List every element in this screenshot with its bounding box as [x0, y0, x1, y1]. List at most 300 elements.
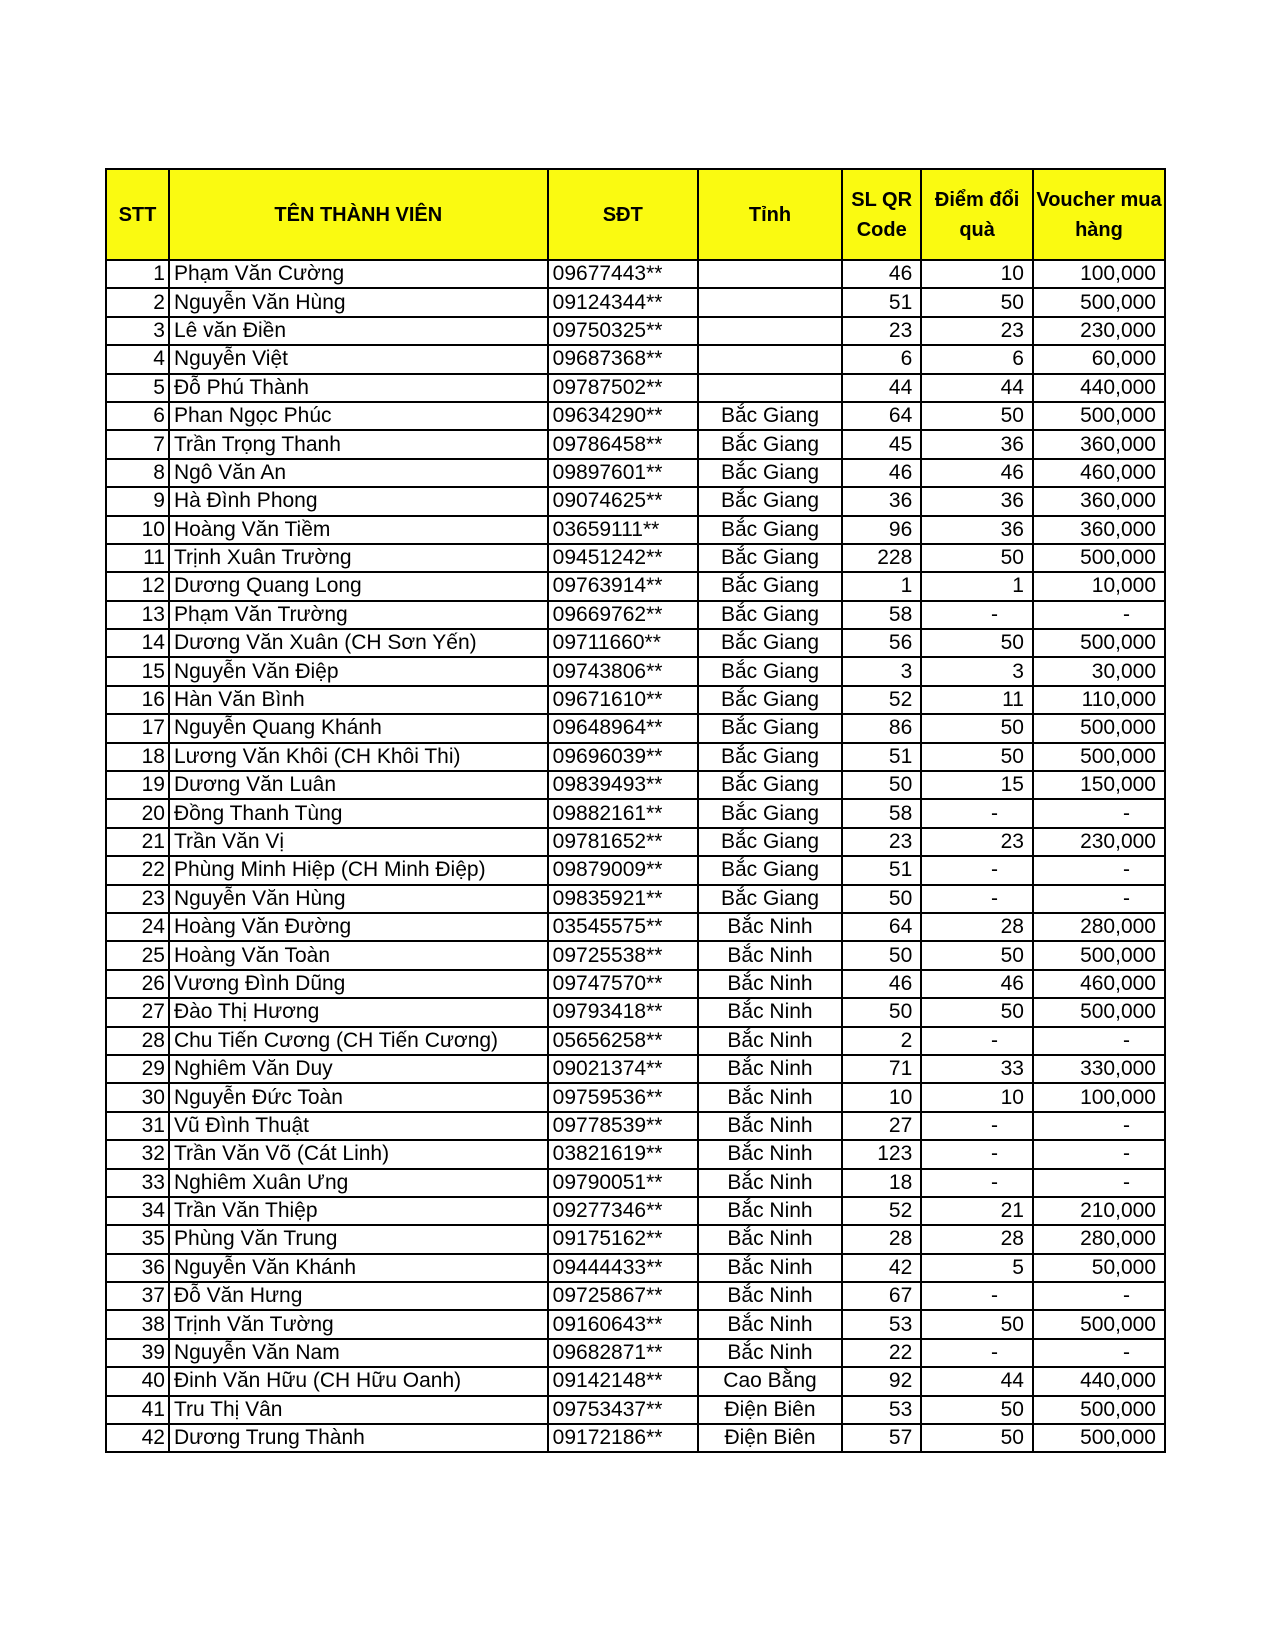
- cell-name: Phùng Văn Trung: [169, 1225, 548, 1253]
- cell-phone: 09747570**: [548, 970, 698, 998]
- cell-voucher: 230,000: [1033, 828, 1165, 856]
- cell-voucher: -: [1033, 1112, 1165, 1140]
- cell-voucher: -: [1033, 1027, 1165, 1055]
- cell-phone: 09648964**: [548, 714, 698, 742]
- cell-province: Bắc Giang: [698, 657, 842, 685]
- cell-stt: 11: [106, 544, 169, 572]
- table-row: [106, 317, 1165, 345]
- table-row: [106, 1225, 1165, 1253]
- cell-name: Đồng Thanh Tùng: [169, 799, 548, 827]
- cell-voucher: -: [1033, 1339, 1165, 1367]
- cell-province: Bắc Giang: [698, 572, 842, 600]
- cell-phone: 09882161**: [548, 799, 698, 827]
- cell-name: Trịnh Văn Tường: [169, 1310, 548, 1338]
- cell-voucher: 500,000: [1033, 402, 1165, 430]
- cell-province: Bắc Giang: [698, 402, 842, 430]
- cell-name: Nguyễn Văn Hùng: [169, 885, 548, 913]
- cell-voucher: 10,000: [1033, 572, 1165, 600]
- cell-name: Vũ Đình Thuật: [169, 1112, 548, 1140]
- table-row: [106, 288, 1165, 316]
- cell-province: Bắc Ninh: [698, 1169, 842, 1197]
- cell-province: Bắc Ninh: [698, 1254, 842, 1282]
- cell-name: Dương Trung Thành: [169, 1424, 548, 1452]
- cell-qr-count: 56: [842, 629, 921, 657]
- cell-voucher: 330,000: [1033, 1055, 1165, 1083]
- cell-voucher: 210,000: [1033, 1197, 1165, 1225]
- cell-points: 50: [921, 714, 1033, 742]
- cell-phone: 09711660**: [548, 629, 698, 657]
- cell-voucher: 500,000: [1033, 629, 1165, 657]
- cell-province: Bắc Ninh: [698, 1112, 842, 1140]
- cell-stt: 14: [106, 629, 169, 657]
- cell-qr-count: 71: [842, 1055, 921, 1083]
- cell-name: Hà Đình Phong: [169, 487, 548, 515]
- table-row: [106, 544, 1165, 572]
- cell-phone: 09750325**: [548, 317, 698, 345]
- cell-name: Nguyễn Văn Hùng: [169, 288, 548, 316]
- cell-phone: 05656258**: [548, 1027, 698, 1055]
- cell-stt: 32: [106, 1140, 169, 1168]
- cell-province: Bắc Ninh: [698, 941, 842, 969]
- cell-voucher: 230,000: [1033, 317, 1165, 345]
- cell-name: Nghiêm Văn Duy: [169, 1055, 548, 1083]
- cell-points: 36: [921, 487, 1033, 515]
- cell-voucher: 280,000: [1033, 913, 1165, 941]
- table-row: [106, 856, 1165, 884]
- cell-name: Hoàng Văn Tiềm: [169, 516, 548, 544]
- cell-name: Nguyễn Văn Nam: [169, 1339, 548, 1367]
- cell-province: [698, 345, 842, 373]
- cell-stt: 2: [106, 288, 169, 316]
- cell-phone: 09124344**: [548, 288, 698, 316]
- cell-voucher: 100,000: [1033, 260, 1165, 288]
- cell-qr-count: 45: [842, 430, 921, 458]
- cell-stt: 18: [106, 743, 169, 771]
- cell-stt: 7: [106, 430, 169, 458]
- table-row: [106, 1027, 1165, 1055]
- table-row: [106, 516, 1165, 544]
- cell-points: 23: [921, 828, 1033, 856]
- cell-points: 44: [921, 374, 1033, 402]
- cell-stt: 21: [106, 828, 169, 856]
- cell-phone: 09835921**: [548, 885, 698, 913]
- cell-stt: 6: [106, 402, 169, 430]
- cell-qr-count: 96: [842, 516, 921, 544]
- table-row: [106, 1396, 1165, 1424]
- cell-stt: 27: [106, 998, 169, 1026]
- cell-points: 50: [921, 998, 1033, 1026]
- cell-voucher: 280,000: [1033, 1225, 1165, 1253]
- cell-voucher: -: [1033, 856, 1165, 884]
- cell-voucher: -: [1033, 1282, 1165, 1310]
- cell-stt: 34: [106, 1197, 169, 1225]
- cell-voucher: 360,000: [1033, 430, 1165, 458]
- cell-stt: 26: [106, 970, 169, 998]
- cell-province: Bắc Ninh: [698, 1055, 842, 1083]
- cell-stt: 25: [106, 941, 169, 969]
- cell-points: 50: [921, 1396, 1033, 1424]
- cell-province: [698, 288, 842, 316]
- cell-voucher: 500,000: [1033, 544, 1165, 572]
- cell-qr-count: 1: [842, 572, 921, 600]
- cell-qr-count: 52: [842, 686, 921, 714]
- header-province: Tỉnh: [698, 169, 842, 260]
- table-row: [106, 657, 1165, 685]
- cell-points: 15: [921, 771, 1033, 799]
- cell-stt: 23: [106, 885, 169, 913]
- cell-phone: 09725867**: [548, 1282, 698, 1310]
- cell-stt: 30: [106, 1083, 169, 1111]
- cell-province: Bắc Giang: [698, 743, 842, 771]
- table-row: [106, 1367, 1165, 1395]
- table-row: [106, 402, 1165, 430]
- table-row: [106, 1254, 1165, 1282]
- cell-phone: 09839493**: [548, 771, 698, 799]
- cell-qr-count: 53: [842, 1310, 921, 1338]
- cell-qr-count: 42: [842, 1254, 921, 1282]
- cell-voucher: 500,000: [1033, 1424, 1165, 1452]
- header-voucher: Voucher mua hàng: [1033, 169, 1165, 260]
- cell-province: Bắc Giang: [698, 430, 842, 458]
- cell-qr-count: 44: [842, 374, 921, 402]
- cell-points: -: [921, 601, 1033, 629]
- cell-qr-count: 18: [842, 1169, 921, 1197]
- cell-points: 50: [921, 629, 1033, 657]
- cell-voucher: 360,000: [1033, 487, 1165, 515]
- cell-voucher: -: [1033, 601, 1165, 629]
- cell-name: Phan Ngọc Phúc: [169, 402, 548, 430]
- cell-points: 10: [921, 260, 1033, 288]
- cell-voucher: 500,000: [1033, 1396, 1165, 1424]
- cell-points: 11: [921, 686, 1033, 714]
- cell-voucher: 50,000: [1033, 1254, 1165, 1282]
- cell-name: Nguyễn Văn Điệp: [169, 657, 548, 685]
- cell-province: Bắc Ninh: [698, 1282, 842, 1310]
- cell-voucher: 440,000: [1033, 1367, 1165, 1395]
- cell-qr-count: 50: [842, 941, 921, 969]
- table-row: [106, 799, 1165, 827]
- cell-province: Bắc Giang: [698, 771, 842, 799]
- cell-name: Nguyễn Quang Khánh: [169, 714, 548, 742]
- cell-points: 5: [921, 1254, 1033, 1282]
- members-table: [105, 168, 1166, 1453]
- cell-phone: 09787502**: [548, 374, 698, 402]
- table-row: [106, 1310, 1165, 1338]
- cell-name: Lê văn Điền: [169, 317, 548, 345]
- cell-qr-count: 64: [842, 913, 921, 941]
- cell-name: Trần Văn Thiệp: [169, 1197, 548, 1225]
- cell-qr-count: 51: [842, 743, 921, 771]
- cell-province: Bắc Giang: [698, 629, 842, 657]
- cell-phone: 09786458**: [548, 430, 698, 458]
- cell-qr-count: 36: [842, 487, 921, 515]
- cell-province: Bắc Giang: [698, 544, 842, 572]
- cell-name: Trần Văn Vị: [169, 828, 548, 856]
- cell-qr-count: 53: [842, 1396, 921, 1424]
- cell-voucher: 440,000: [1033, 374, 1165, 402]
- cell-qr-count: 3: [842, 657, 921, 685]
- cell-phone: 03545575**: [548, 913, 698, 941]
- cell-stt: 35: [106, 1225, 169, 1253]
- cell-qr-count: 51: [842, 288, 921, 316]
- cell-points: -: [921, 1169, 1033, 1197]
- cell-stt: 33: [106, 1169, 169, 1197]
- cell-stt: 8: [106, 459, 169, 487]
- cell-stt: 19: [106, 771, 169, 799]
- cell-phone: 09160643**: [548, 1310, 698, 1338]
- cell-stt: 42: [106, 1424, 169, 1452]
- cell-phone: 09759536**: [548, 1083, 698, 1111]
- cell-points: 50: [921, 288, 1033, 316]
- cell-points: 3: [921, 657, 1033, 685]
- cell-points: 23: [921, 317, 1033, 345]
- cell-phone: 09172186**: [548, 1424, 698, 1452]
- cell-phone: 09021374**: [548, 1055, 698, 1083]
- cell-phone: 09725538**: [548, 941, 698, 969]
- cell-province: Bắc Ninh: [698, 1339, 842, 1367]
- cell-points: -: [921, 1140, 1033, 1168]
- cell-phone: 09793418**: [548, 998, 698, 1026]
- cell-qr-count: 52: [842, 1197, 921, 1225]
- cell-name: Hàn Văn Bình: [169, 686, 548, 714]
- cell-phone: 09669762**: [548, 601, 698, 629]
- cell-points: 50: [921, 1310, 1033, 1338]
- cell-name: Trần Văn Võ (Cát Linh): [169, 1140, 548, 1168]
- cell-qr-count: 28: [842, 1225, 921, 1253]
- cell-stt: 36: [106, 1254, 169, 1282]
- cell-name: Phạm Văn Cường: [169, 260, 548, 288]
- cell-points: 50: [921, 743, 1033, 771]
- cell-voucher: -: [1033, 885, 1165, 913]
- cell-province: Bắc Giang: [698, 459, 842, 487]
- cell-points: -: [921, 799, 1033, 827]
- cell-phone: 09175162**: [548, 1225, 698, 1253]
- cell-qr-count: 58: [842, 601, 921, 629]
- cell-voucher: -: [1033, 1140, 1165, 1168]
- cell-province: Bắc Ninh: [698, 913, 842, 941]
- cell-phone: 09781652**: [548, 828, 698, 856]
- header-phone: SĐT: [548, 169, 698, 260]
- cell-stt: 4: [106, 345, 169, 373]
- cell-province: [698, 317, 842, 345]
- table-row: [106, 1424, 1165, 1452]
- cell-province: Cao Bằng: [698, 1367, 842, 1395]
- cell-points: 33: [921, 1055, 1033, 1083]
- cell-voucher: 500,000: [1033, 1310, 1165, 1338]
- cell-name: Đỗ Phú Thành: [169, 374, 548, 402]
- cell-stt: 15: [106, 657, 169, 685]
- table-row: [106, 686, 1165, 714]
- table-row: [106, 1083, 1165, 1111]
- cell-qr-count: 67: [842, 1282, 921, 1310]
- cell-points: -: [921, 1339, 1033, 1367]
- table-row: [106, 941, 1165, 969]
- cell-voucher: -: [1033, 799, 1165, 827]
- table-row: [106, 459, 1165, 487]
- cell-province: Bắc Giang: [698, 828, 842, 856]
- table-row: [106, 1169, 1165, 1197]
- cell-voucher: 460,000: [1033, 970, 1165, 998]
- cell-voucher: 60,000: [1033, 345, 1165, 373]
- cell-province: Bắc Ninh: [698, 1310, 842, 1338]
- cell-province: Bắc Ninh: [698, 1027, 842, 1055]
- header-name: TÊN THÀNH VIÊN: [169, 169, 548, 260]
- cell-voucher: 100,000: [1033, 1083, 1165, 1111]
- header-row: [106, 169, 1165, 260]
- cell-points: -: [921, 1282, 1033, 1310]
- cell-voucher: 500,000: [1033, 998, 1165, 1026]
- cell-points: 50: [921, 1424, 1033, 1452]
- cell-voucher: 460,000: [1033, 459, 1165, 487]
- cell-name: Đào Thị Hương: [169, 998, 548, 1026]
- cell-points: 46: [921, 459, 1033, 487]
- cell-points: 50: [921, 544, 1033, 572]
- cell-phone: 09451242**: [548, 544, 698, 572]
- cell-voucher: 30,000: [1033, 657, 1165, 685]
- cell-points: -: [921, 1027, 1033, 1055]
- cell-voucher: 360,000: [1033, 516, 1165, 544]
- table-row: [106, 601, 1165, 629]
- cell-name: Trịnh Xuân Trường: [169, 544, 548, 572]
- table-row: [106, 487, 1165, 515]
- cell-stt: 16: [106, 686, 169, 714]
- cell-stt: 31: [106, 1112, 169, 1140]
- cell-stt: 28: [106, 1027, 169, 1055]
- cell-name: Nghiêm Xuân Ưng: [169, 1169, 548, 1197]
- cell-voucher: 500,000: [1033, 941, 1165, 969]
- cell-points: 21: [921, 1197, 1033, 1225]
- cell-points: -: [921, 885, 1033, 913]
- cell-province: Bắc Ninh: [698, 1197, 842, 1225]
- cell-stt: 17: [106, 714, 169, 742]
- cell-name: Nguyễn Việt: [169, 345, 548, 373]
- cell-qr-count: 228: [842, 544, 921, 572]
- cell-province: Bắc Ninh: [698, 1225, 842, 1253]
- cell-qr-count: 6: [842, 345, 921, 373]
- cell-qr-count: 58: [842, 799, 921, 827]
- cell-qr-count: 51: [842, 856, 921, 884]
- cell-qr-count: 123: [842, 1140, 921, 1168]
- table-row: [106, 572, 1165, 600]
- table-row: [106, 260, 1165, 288]
- table-row: [106, 828, 1165, 856]
- table-row: [106, 1339, 1165, 1367]
- cell-name: Vương Đình Dũng: [169, 970, 548, 998]
- cell-qr-count: 50: [842, 885, 921, 913]
- cell-points: 10: [921, 1083, 1033, 1111]
- cell-province: [698, 374, 842, 402]
- cell-name: Chu Tiến Cương (CH Tiến Cương): [169, 1027, 548, 1055]
- cell-points: 50: [921, 402, 1033, 430]
- cell-points: 1: [921, 572, 1033, 600]
- cell-stt: 39: [106, 1339, 169, 1367]
- table-row: [106, 714, 1165, 742]
- cell-qr-count: 46: [842, 970, 921, 998]
- cell-points: 46: [921, 970, 1033, 998]
- cell-phone: 09763914**: [548, 572, 698, 600]
- cell-phone: 09682871**: [548, 1339, 698, 1367]
- table-row: [106, 1282, 1165, 1310]
- cell-province: Bắc Ninh: [698, 970, 842, 998]
- table-row: [106, 970, 1165, 998]
- cell-qr-count: 57: [842, 1424, 921, 1452]
- cell-stt: 24: [106, 913, 169, 941]
- cell-qr-count: 86: [842, 714, 921, 742]
- cell-qr-count: 23: [842, 317, 921, 345]
- cell-points: 44: [921, 1367, 1033, 1395]
- table-body: [106, 260, 1165, 1452]
- cell-phone: 09743806**: [548, 657, 698, 685]
- cell-stt: 38: [106, 1310, 169, 1338]
- cell-stt: 20: [106, 799, 169, 827]
- cell-phone: 09634290**: [548, 402, 698, 430]
- cell-phone: 09677443**: [548, 260, 698, 288]
- cell-province: Bắc Giang: [698, 601, 842, 629]
- cell-stt: 13: [106, 601, 169, 629]
- table-row: [106, 998, 1165, 1026]
- cell-name: Dương Văn Xuân (CH Sơn Yến): [169, 629, 548, 657]
- cell-stt: 37: [106, 1282, 169, 1310]
- cell-name: Đinh Văn Hữu (CH Hữu Oanh): [169, 1367, 548, 1395]
- cell-name: Nguyễn Văn Khánh: [169, 1254, 548, 1282]
- cell-stt: 3: [106, 317, 169, 345]
- cell-phone: 09671610**: [548, 686, 698, 714]
- cell-phone: 03821619**: [548, 1140, 698, 1168]
- cell-phone: 09687368**: [548, 345, 698, 373]
- cell-points: 36: [921, 430, 1033, 458]
- cell-points: -: [921, 1112, 1033, 1140]
- cell-phone: 09444433**: [548, 1254, 698, 1282]
- table-row: [106, 743, 1165, 771]
- cell-name: Đỗ Văn Hưng: [169, 1282, 548, 1310]
- cell-stt: 9: [106, 487, 169, 515]
- cell-phone: 09897601**: [548, 459, 698, 487]
- cell-voucher: 150,000: [1033, 771, 1165, 799]
- cell-stt: 40: [106, 1367, 169, 1395]
- cell-name: Lương Văn Khôi (CH Khôi Thi): [169, 743, 548, 771]
- header-stt: STT: [106, 169, 169, 260]
- cell-province: Bắc Giang: [698, 487, 842, 515]
- cell-name: Nguyễn Đức Toàn: [169, 1083, 548, 1111]
- table-row: [106, 771, 1165, 799]
- cell-qr-count: 23: [842, 828, 921, 856]
- cell-points: 28: [921, 913, 1033, 941]
- cell-qr-count: 46: [842, 260, 921, 288]
- cell-phone: 09753437**: [548, 1396, 698, 1424]
- cell-points: 50: [921, 941, 1033, 969]
- cell-province: Bắc Giang: [698, 885, 842, 913]
- cell-province: Bắc Giang: [698, 856, 842, 884]
- cell-phone: 09074625**: [548, 487, 698, 515]
- cell-voucher: -: [1033, 1169, 1165, 1197]
- cell-province: Bắc Giang: [698, 516, 842, 544]
- table-row: [106, 1197, 1165, 1225]
- cell-name: Tru Thị Vân: [169, 1396, 548, 1424]
- cell-province: Bắc Ninh: [698, 1083, 842, 1111]
- cell-name: Hoàng Văn Toàn: [169, 941, 548, 969]
- cell-points: 28: [921, 1225, 1033, 1253]
- cell-stt: 1: [106, 260, 169, 288]
- table-row: [106, 629, 1165, 657]
- header-qr-count: SL QR Code: [842, 169, 921, 260]
- cell-province: Điện Biên: [698, 1424, 842, 1452]
- cell-stt: 41: [106, 1396, 169, 1424]
- cell-stt: 12: [106, 572, 169, 600]
- cell-province: Bắc Ninh: [698, 998, 842, 1026]
- cell-province: Bắc Giang: [698, 686, 842, 714]
- table-row: [106, 430, 1165, 458]
- cell-province: Bắc Giang: [698, 799, 842, 827]
